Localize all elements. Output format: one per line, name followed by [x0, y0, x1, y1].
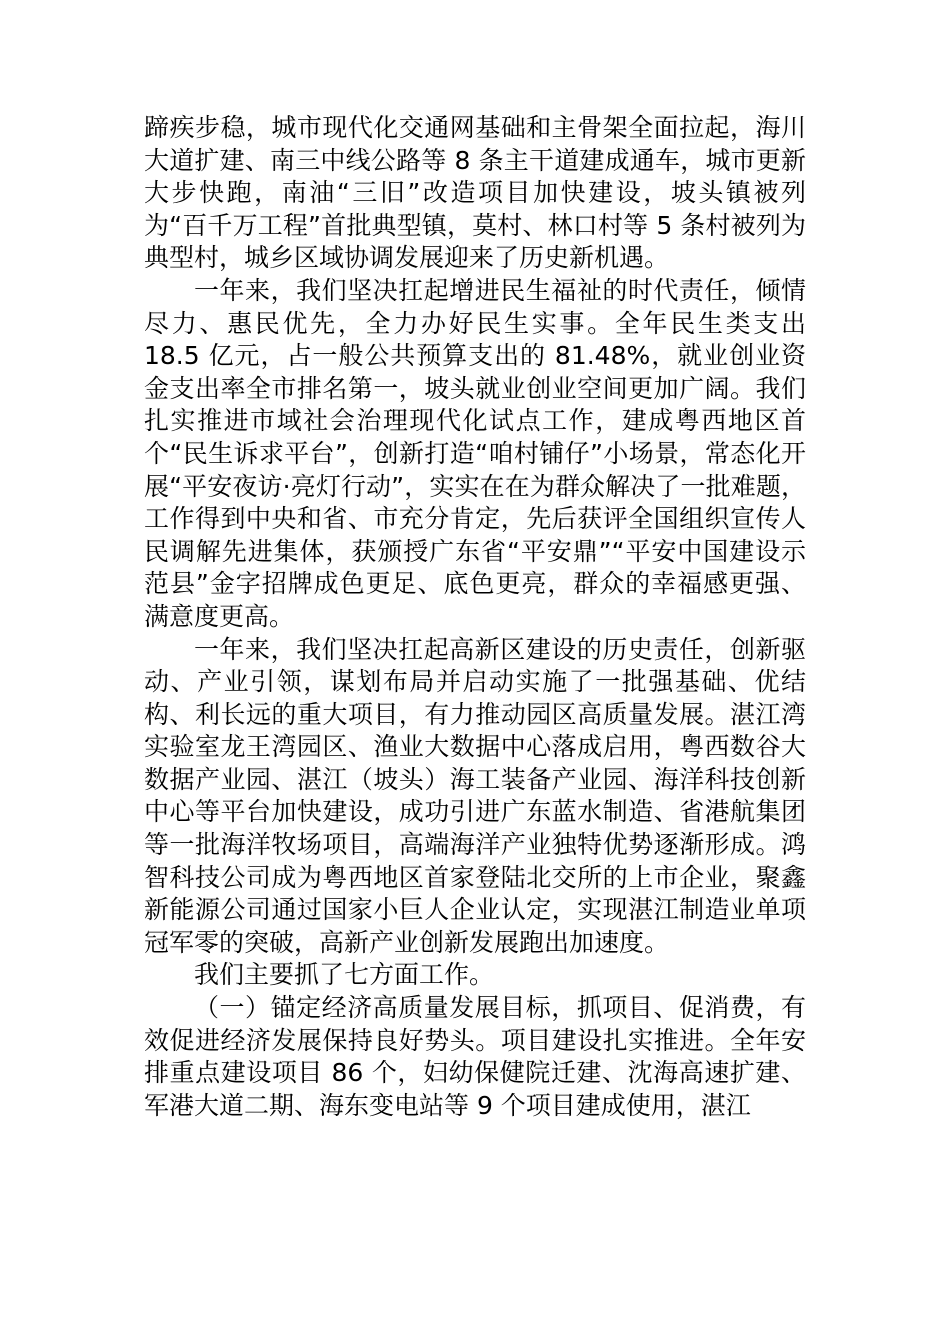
- paragraph-high-tech-zone: 一年来，我们坚决扛起高新区建设的历史责任，创新驱动、产业引领，谋划布局并启动实施了一批强基础、优结构、利长远的重大项目，有力推动园区高质量发展。湛江湾实验室龙王湾园区、渔业大数据中心落成启用，粤西数谷大数据产业园、湛江（坡头）海工装备产业园、海洋科技创新中心等平台加快建设，成功引进广东蓝水制造、省港航集团等一批海洋牧场项目，高端海洋产业独特优势逐渐形成。鸿智科技公司成为粤西地区首家登陆北交所的上市企业，聚鑫新能源公司通过国家小巨人企业认定，实现湛江制造业单项冠军零的突破，高新产业创新发展跑出加速度。: [144, 634, 806, 957]
- paragraph-livelihood: 一年来，我们坚决扛起增进民生福祉的时代责任，倾情尽力、惠民优先，全力办好民生实事。全年民生类支出 18.5 亿元，占一般公共预算支出的 81.48%，就业创业资金支出率全市排名第一，坡头就业创业空间更加广阔。我们扎实推进市域社会治理现代化试点工作，建成粤西地区首个“民生诉求平台”，创新打造“咱村铺仔”小场景，常态化开展“平安夜访·亮灯行动”，实实在在为群众解决了一批难题，工作得到中央和省、市充分肯定，先后获评全国组织宣传人民调解先进集体，获颁授广东省“平安鼎”“平安中国建设示范县”金字招牌成色更足、底色更亮，群众的幸福感更强、满意度更高。: [144, 275, 806, 631]
- paragraph-seven-aspects: 我们主要抓了七方面工作。: [194, 960, 495, 990]
- paragraph-section-one: （一）锚定经济高质量发展目标，抓项目、促消费，有效促进经济发展保持良好势头。项目建设扎实推进。全年安排重点建设项目 86 个，妇幼保健院迁建、沈海高速扩建、军港大道二期、海东变电站等 9 个项目建成使用，湛江: [144, 993, 806, 1120]
- paragraph-urban-development: 蹄疾步稳，城市现代化交通网基础和主骨架全面拉起，海川大道扩建、南三中线公路等 8 条主干道建成通车，城市更新大步快跑，南油“三旧”改造项目加快建设，坡头镇被列为“百千万工程”首批典型镇，莫村、林口村等 5 条村被列为典型村，城乡区域协调发展迎来了历史新机遇。: [144, 113, 806, 273]
- document-page: [144, 112, 806, 1122]
